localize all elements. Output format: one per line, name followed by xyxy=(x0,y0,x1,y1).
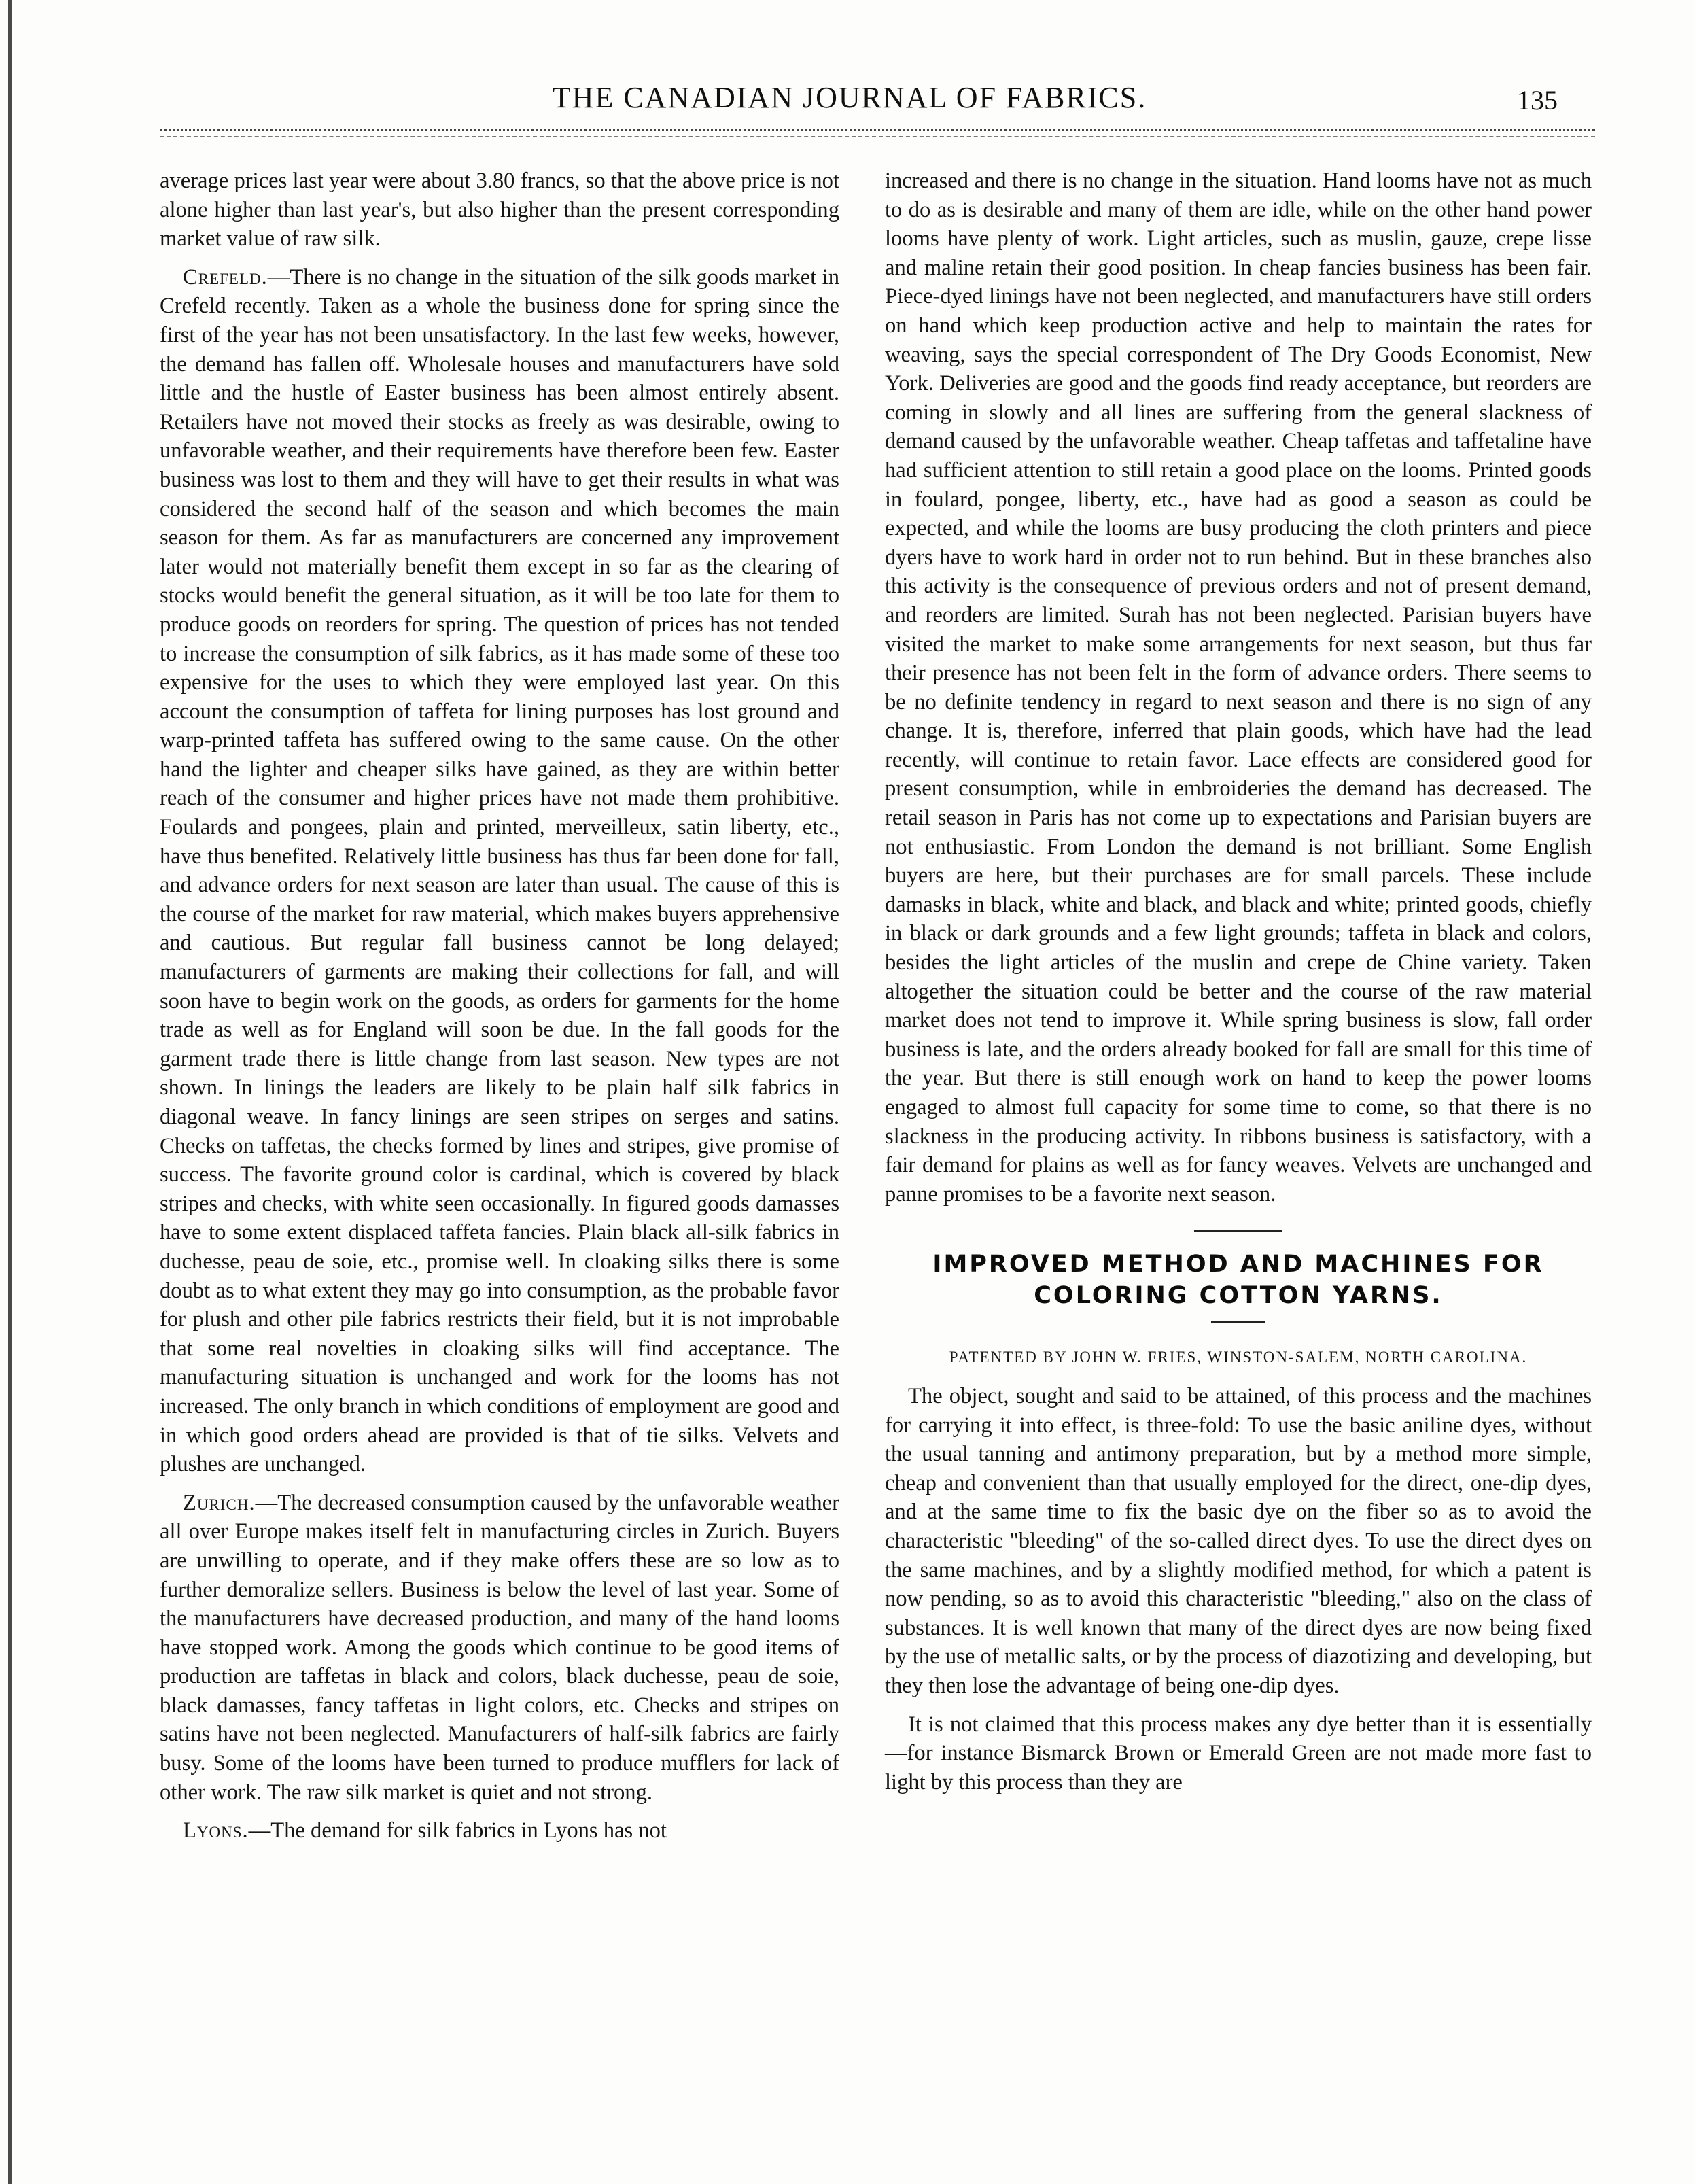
article-paragraph-1: The object, sought and said to be attained, of this process and the machines for carrying it into effect, is three-fold: To use the basic aniline dyes, without the usual tanning and antimony preparation, but by a method more simple, cheap and convenient than that usually employed for the direct, one-dip dyes, and at the same time to fix the basic dye on the fiber so as to avoid the characteristic "bleeding" of the so-called direct dyes. To use the direct dyes on the same machines, and by a slightly modified method, for which a patent is now pending, so as to avoid this characteristic "bleeding," also on the class of substances. It is well known that many of the direct dyes are now being fixed by the use of metallic salts, or by the process of diazotizing and developing, but they then lose the advantage of being one-dip dyes. xyxy=(885,1383,1592,1698)
crefeld-text: —There is no change in the situation of the silk goods market in Crefeld recently. Taken as a whole the business done for spring since the first of the year has not been unsatisfactory. In the last few weeks, however, the demand has fallen off. Wholesale houses and manufacturers have sold little and the hustle of Easter business has been almost entirely absent. Retailers have not moved their stocks as freely as was desirable, owing to unfavorable weather, and their requirements have therefore been few. Easter business was lost to them and they will have to get their results in what was considered the second half of the season and which becomes the main season for them. As far as manufacturers are concerned any improvement later would not materially benefit them except in so far as the clearing of stocks would benefit the general situation, as it will be too late for them to produce goods on reorders for spring. The question of prices has not tended to increase the consumption of silk fabrics, as it has made some of these too expensive for the uses to which they were employed last year. On this account the consumption of taffeta for lining purposes has lost ground and warp-printed taffeta has suffered owing to the same cause. On the other hand the lighter and cheaper silks have gained, as they are within better reach of the consumer and higher prices have not made them prohibitive. Foulards and pongees, plain and printed, merveilleux, satin liberty, etc., have thus benefited. Relatively little business has thus far been done for fall, and advance orders for next season are later than usual. The cause of this is the course of the market for raw material, which makes buyers apprehensive and cautious. But regular fall business cannot be long delayed; manufacturers of garments are making their collections for fall, and will soon have to begin work on the goods, as orders for garments for the home trade as well as for England will soon be due. In the fall goods for the garment trade there is little change from last season. New types are not shown. In linings the leaders are likely to be plain half silk fabrics in diagonal weave. In fancy linings are seen stripes on serges and satins. Checks on taffetas, the checks formed by lines and stripes, give promise of success. The favorite ground color is cardinal, which is covered by black stripes and checks, with white seen occasionally. In figured goods damasses have to some extent displaced taffeta fancies. Plain black all-silk fabrics in duchesse, peau de soie, etc., promise well. In cloaking silks there is some doubt as to what extent they may go into consumption, as the probable favor for plush and other pile fabrics restricts their field, but it is not improbable that some real novelties in cloaking silks will find acceptance. The manufacturing situation is unchanged and work for the looms has not increased. The only branch in which conditions of employment are good and in which good orders ahead are provided is that of tie silks. Velvets and plushes are unchanged. xyxy=(160,264,839,1477)
zurich-paragraph xyxy=(160,1489,839,1807)
left-column xyxy=(160,167,839,1855)
lyons-continued-paragraph: increased and there is no change in the situation. Hand looms have not as much to do as is desirable and many of them are idle, while on the other hand power looms have plenty of work. Light articles, such as muslin, gauze, crepe lisse and maline retain their good position. In cheap fancies business has been fair. Piece-dyed linings have not been neglected, and manufacturers have still orders on hand which keep production active and help to maintain the rates for weaving, says the special correspondent of The Dry Goods Economist, New York. Deliveries are good and the goods find ready acceptance, but reorders are coming in slowly and all lines are suffering from the general slackness of demand caused by the unfavorable weather. Cheap taffetas and taffetaline have had sufficient attention to still retain a good place on the looms. Printed goods in foulard, pongee, liberty, etc., have had as good a season as could be expected, and while the looms are busy producing the cloth printers and piece dyers have to work hard in order not to run behind. But in these branches also this activity is the consequence of previous orders and not of present demand, and reorders are limited. Surah has not been neglected. Parisian buyers have visited the market to make some arrangements for next season, but thus far their presence has not been felt in the form of advance orders. There seems to be no definite tendency in regard to next season and there is no sign of any change. It is, therefore, inferred that plain goods, which have had the lead recently, will continue to retain favor. Lace effects are considered good for present consumption, while in embroideries the demand has decreased. The retail season in Paris has not come up to expectations and Parisian buyers are not enthusiastic. From London the demand is not brilliant. Some English buyers are here, but their purchases are for small parcels. These include damasks in black, white and black, and black and white; printed goods, chiefly in black or dark grounds and a few light grounds; taffeta in black and colors, besides the light articles of the muslin and crepe de Chine variety. Taken altogether the situation could be better and the course of the raw material market does not tend to improve it. While spring business is slow, fall order business is late, and the orders already booked for fall are small for this time of the year. But there is still enough work on hand to keep the power looms engaged to almost full capacity for some time to come, so that there is no slackness in the producing activity. In ribbons business is satisfactory, with a fair demand for plains as well as for fancy weaves. Velvets are unchanged and panne promises to be a favorite next season. xyxy=(885,169,1592,1207)
title-divider xyxy=(1211,1321,1265,1323)
lyons-heading: Lyons. xyxy=(183,1818,249,1843)
intro-paragraph: average prices last year were about 3.80 francs, so that the above price is not alone higher than last year's, but also higher than the present corresponding market value of raw silk. xyxy=(160,169,839,252)
article-byline: PATENTED BY JOHN W. FRIES, WINSTON-SALEM, NORTH CAROLINA. xyxy=(949,1349,1528,1366)
section-divider xyxy=(1194,1230,1282,1232)
scan-edge-line xyxy=(8,0,12,2184)
zurich-heading: Zurich. xyxy=(183,1490,256,1515)
lyons-text: —The demand for silk fabrics in Lyons has not xyxy=(248,1818,667,1843)
header-rule xyxy=(160,129,1595,137)
article-paragraph-2: It is not claimed that this process makes any dye better than it is essentially—for instance Bismarck Brown or Emerald Green are not made more fast to light by this process than they are xyxy=(885,1712,1592,1795)
zurich-text: —The decreased consumption caused by the unfavorable weather all over Europe makes itself felt in manufacturing circles in Zurich. Buyers are unwilling to operate, and if they make offers these are so low as to further demoralize sellers. Business is below the level of last year. Some of the manufacturers have decreased production, and many of the hand looms have stopped work. Among the goods which continue to be good items of production are taffetas in black and colors, black duchesse, peau de soie, black damasses, fancy taffetas in light colors, etc. Checks and stripes on satins have not been neglected. Manufacturers of half-silk fabrics are fairly busy. Some of the looms have been turned to produce mufflers for lack of other work. The raw silk market is quiet and not strong. xyxy=(160,1490,839,1805)
page-number: 135 xyxy=(1517,85,1558,116)
article-title-line2: COLORING COTTON YARNS. xyxy=(1034,1282,1443,1310)
lyons-paragraph xyxy=(160,1816,839,1845)
right-column xyxy=(885,167,1592,1806)
article-title xyxy=(885,1249,1592,1311)
crefeld-paragraph xyxy=(160,263,839,1479)
crefeld-heading: Crefeld. xyxy=(183,264,268,290)
running-title: THE CANADIAN JOURNAL OF FABRICS. xyxy=(552,81,1147,114)
article-title-line1: IMPROVED METHOD AND MACHINES FOR xyxy=(932,1251,1544,1279)
